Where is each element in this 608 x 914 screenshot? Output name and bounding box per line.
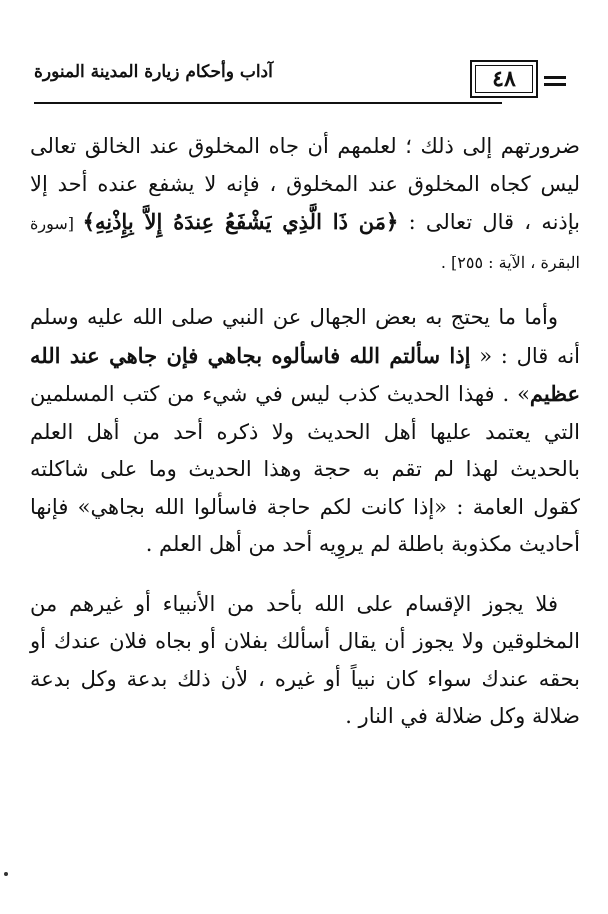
verse-citation: [سورة البقرة ، الآية : ٢٥٥] . (30, 214, 580, 272)
paragraph-3 (30, 586, 580, 736)
page-number: ٤٨ (475, 65, 533, 93)
paragraph-2-text-b: » . فهذا الحديث كذب ليس في شيء من كتب المسلمين التي يعتمد عليها أهل الحديث ولا ذكره أحد من أهل العلم بالحديث لهذا لم تقم به حجة وهذا الحديث وما على شاكلته كقول العامة : «إذا كانت لكم حاجة فاسألوا الله بجاهي» فإنها أحاديث مكذوبة باطلة لم يروِيه أحد من أهل العلم . (30, 382, 580, 556)
hadith-quote: إذا سألتم الله فاسألوه بجاهي فإن جاهي عند الله عظيم (30, 342, 580, 406)
paragraph-1 (30, 128, 580, 281)
quran-verse: ﴿مَن ذَا الَّذِي يَشْفَعُ عِندَهُ إِلاَّ بِإِذْنِهِ﴾ (82, 209, 399, 234)
page-number-box (470, 60, 538, 98)
paragraph-3-text: فلا يجوز الإقسام على الله بأحد من الأنبياء أو غيرهم من المخلوقين ولا يجوز أن يقال أسألك بفلان أو بجاه فلان عندك أو بحقه عندك سواء كان نبياً أو غيره ، لأن ذلك بدعة وكل بدعة ضلالة وكل ضلالة في النار . (30, 591, 580, 728)
paragraph-1-text: ضرورتهم إلى ذلك ؛ لعلمهم أن جاه المخلوق عند الخالق تعالى ليس كجاه المخلوق عند المخلوق ، فإنه لا يشفع عنده أحد إلا بإذنه ، قال تعالى : (30, 134, 581, 234)
header-marker-icon (544, 76, 566, 86)
scan-dot (4, 872, 8, 876)
page-header (34, 58, 574, 108)
paragraph-2 (30, 299, 580, 564)
running-title: آداب وأحكام زيارة المدينة المنورة (34, 62, 273, 82)
paragraph-2-text-a: وأما ما يحتج به بعض الجهال عن النبي صلى الله عليه وسلم أنه قال : « (30, 305, 580, 368)
page-body (30, 128, 580, 752)
header-rule (34, 102, 502, 104)
